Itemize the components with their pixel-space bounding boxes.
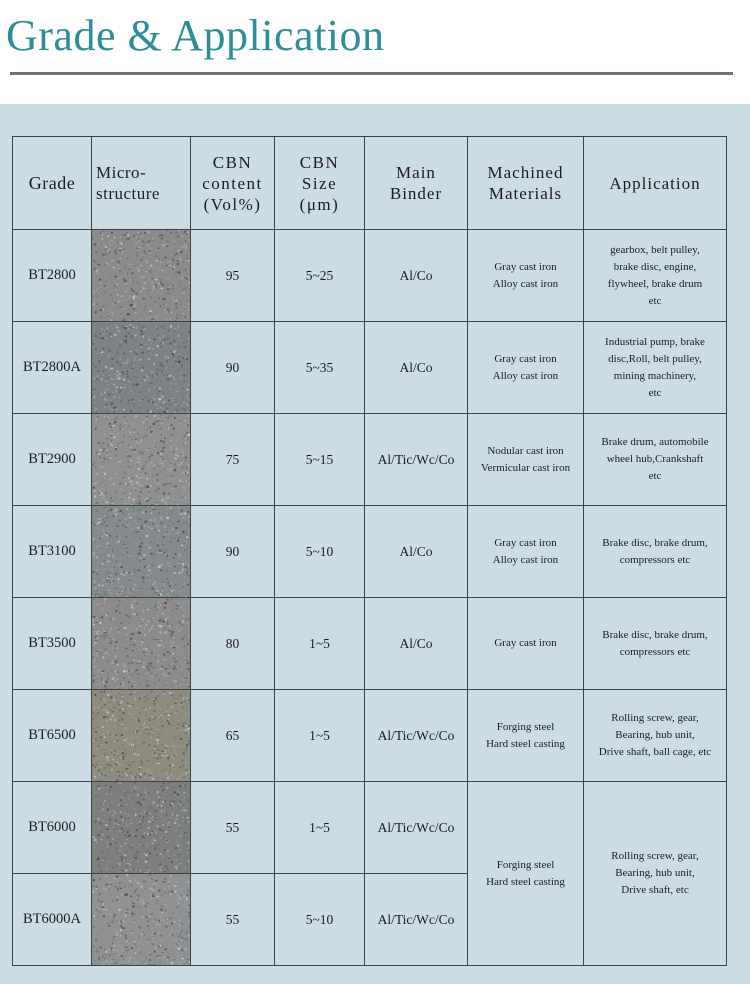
application-cell: gearbox, belt pulley, brake disc, engine, flywheel, brake drum etc	[584, 230, 727, 322]
cbn-content-cell: 75	[191, 414, 275, 506]
binder-cell: Al/Tic/Wc/Co	[365, 874, 468, 966]
application-cell: Brake drum, automobile wheel hub,Crankshaft etc	[584, 414, 727, 506]
application-cell: Rolling screw, gear, Bearing, hub unit, Drive shaft, etc	[584, 782, 727, 966]
binder-cell: Al/Co	[365, 322, 468, 414]
microstructure-image	[92, 506, 191, 598]
application-cell: Industrial pump, brake disc,Roll, belt pulley, mining machinery, etc	[584, 322, 727, 414]
header-application: Application	[584, 137, 727, 230]
microstructure-image	[92, 782, 191, 874]
microstructure-image	[92, 322, 191, 414]
table-row	[13, 230, 727, 322]
cbn-size-cell: 5~15	[275, 414, 365, 506]
table-row	[13, 598, 727, 690]
microstructure-image	[92, 230, 191, 322]
cbn-size-cell: 5~35	[275, 322, 365, 414]
header-machined-materials: Machined Materials	[468, 137, 584, 230]
table-row	[13, 782, 727, 874]
microstructure-image	[92, 414, 191, 506]
microstructure-image	[92, 874, 191, 966]
binder-cell: Al/Co	[365, 598, 468, 690]
cbn-content-cell: 65	[191, 690, 275, 782]
machined-materials-cell: Gray cast iron Alloy cast iron	[468, 322, 584, 414]
grade-cell: BT3100	[13, 506, 92, 598]
grade-cell: BT6500	[13, 690, 92, 782]
table-row	[13, 690, 727, 782]
binder-cell: Al/Tic/Wc/Co	[365, 690, 468, 782]
application-cell: Rolling screw, gear, Bearing, hub unit, Drive shaft, ball cage, etc	[584, 690, 727, 782]
header-main-binder: Main Binder	[365, 137, 468, 230]
machined-materials-cell: Gray cast iron Alloy cast iron	[468, 230, 584, 322]
page-title: Grade & Application	[6, 11, 385, 60]
machined-materials-cell: Gray cast iron	[468, 598, 584, 690]
machined-materials-cell: Forging steel Hard steel casting	[468, 782, 584, 966]
application-cell: Brake disc, brake drum, compressors etc	[584, 598, 727, 690]
cbn-content-cell: 95	[191, 230, 275, 322]
table-row	[13, 506, 727, 598]
grade-cell: BT2900	[13, 414, 92, 506]
binder-cell: Al/Tic/Wc/Co	[365, 414, 468, 506]
cbn-content-cell: 80	[191, 598, 275, 690]
microstructure-image	[92, 690, 191, 782]
machined-materials-cell: Gray cast iron Alloy cast iron	[468, 506, 584, 598]
header-cbn-content: CBN content (Vol%)	[191, 137, 275, 230]
grade-cell: BT3500	[13, 598, 92, 690]
header-cbn-size: CBN Size (μm)	[275, 137, 365, 230]
header-grade: Grade	[13, 137, 92, 230]
binder-cell: Al/Tic/Wc/Co	[365, 782, 468, 874]
cbn-content-cell: 55	[191, 874, 275, 966]
cbn-size-cell: 5~25	[275, 230, 365, 322]
binder-cell: Al/Co	[365, 230, 468, 322]
cbn-size-cell: 1~5	[275, 690, 365, 782]
header-microstructure: Micro- structure	[92, 137, 191, 230]
table-panel	[0, 104, 750, 984]
cbn-size-cell: 1~5	[275, 598, 365, 690]
header-row	[13, 137, 727, 230]
title-divider	[10, 72, 733, 75]
cbn-content-cell: 90	[191, 322, 275, 414]
table-row	[13, 322, 727, 414]
cbn-size-cell: 5~10	[275, 506, 365, 598]
cbn-content-cell: 90	[191, 506, 275, 598]
binder-cell: Al/Co	[365, 506, 468, 598]
grade-cell: BT2800A	[13, 322, 92, 414]
grade-cell: BT6000A	[13, 874, 92, 966]
machined-materials-cell: Forging steel Hard steel casting	[468, 690, 584, 782]
grade-cell: BT6000	[13, 782, 92, 874]
cbn-content-cell: 55	[191, 782, 275, 874]
grade-application-table	[12, 136, 727, 966]
application-cell: Brake disc, brake drum, compressors etc	[584, 506, 727, 598]
cbn-size-cell: 5~10	[275, 874, 365, 966]
grade-cell: BT2800	[13, 230, 92, 322]
cbn-size-cell: 1~5	[275, 782, 365, 874]
machined-materials-cell: Nodular cast iron Vermicular cast iron	[468, 414, 584, 506]
table-row	[13, 414, 727, 506]
microstructure-image	[92, 598, 191, 690]
